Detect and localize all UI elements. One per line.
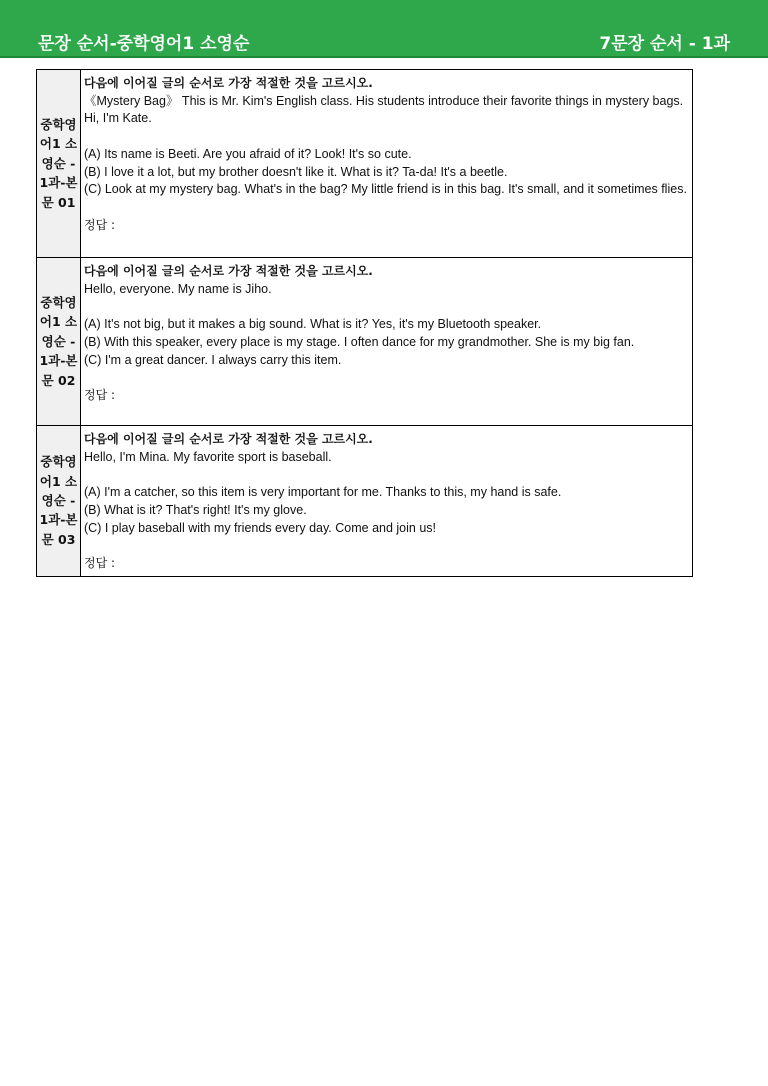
question-intro: Hello, I'm Mina. My favorite sport is baseball.: [84, 449, 332, 464]
question-label: 중학영어1 소영순 - 1과-본문 02: [37, 258, 81, 426]
choice-b: (B) With this speaker, every place is my stage. I often dance for my grandmother. She is my big fan.: [84, 334, 635, 349]
question-instruction: 다음에 이어질 글의 순서로 가장 적절한 것을 고르시오.: [84, 76, 373, 90]
question-label: 중학영어1 소영순 - 1과-본문 01: [37, 70, 81, 258]
answer-label: 정답 :: [84, 217, 116, 232]
header-title: 문장 순서-중학영어1 소영순: [38, 34, 250, 54]
question-content: [81, 258, 693, 426]
question-content: [81, 70, 693, 258]
choice-c: (C) I'm a great dancer. I always carry this item.: [84, 352, 342, 367]
answer-label: 정답 :: [84, 387, 116, 402]
choice-a: (A) It's not big, but it makes a big sound. What is it? Yes, it's my Bluetooth speaker.: [84, 317, 542, 332]
question-row: [37, 426, 693, 577]
question-instruction: 다음에 이어질 글의 순서로 가장 적절한 것을 고르시오.: [84, 432, 373, 446]
question-label: 중학영어1 소영순 - 1과-본문 03: [37, 426, 81, 577]
page-header: [0, 0, 768, 58]
question-content: [81, 426, 693, 577]
choice-c: (C) Look at my mystery bag. What's in the bag? My little friend is in this bag. It's small, and it sometimes flies.: [84, 182, 687, 197]
choice-c: (C) I play baseball with my friends every day. Come and join us!: [84, 520, 437, 535]
answer-label: 정답 :: [84, 555, 116, 570]
question-intro: Hello, everyone. My name is Jiho.: [84, 281, 272, 296]
question-row: [37, 258, 693, 426]
question-intro: 《Mystery Bag》 This is Mr. Kim's English class. His students introduce their favorite things in mystery bags. Hi, I'm Kate.: [84, 93, 687, 126]
question-table: [36, 69, 693, 577]
header-section-title: 7문장 순서 - 1과: [599, 34, 730, 54]
choice-b: (B) I love it a lot, but my brother doesn't like it. What is it? Ta-da! It's a beetle.: [84, 164, 508, 179]
choice-a: (A) I'm a catcher, so this item is very important for me. Thanks to this, my hand is safe.: [84, 485, 562, 500]
choice-b: (B) What is it? That's right! It's my glove.: [84, 502, 307, 517]
question-row: [37, 70, 693, 258]
question-instruction: 다음에 이어질 글의 순서로 가장 적절한 것을 고르시오.: [84, 264, 373, 278]
choice-a: (A) Its name is Beeti. Are you afraid of it? Look! It's so cute.: [84, 146, 412, 161]
